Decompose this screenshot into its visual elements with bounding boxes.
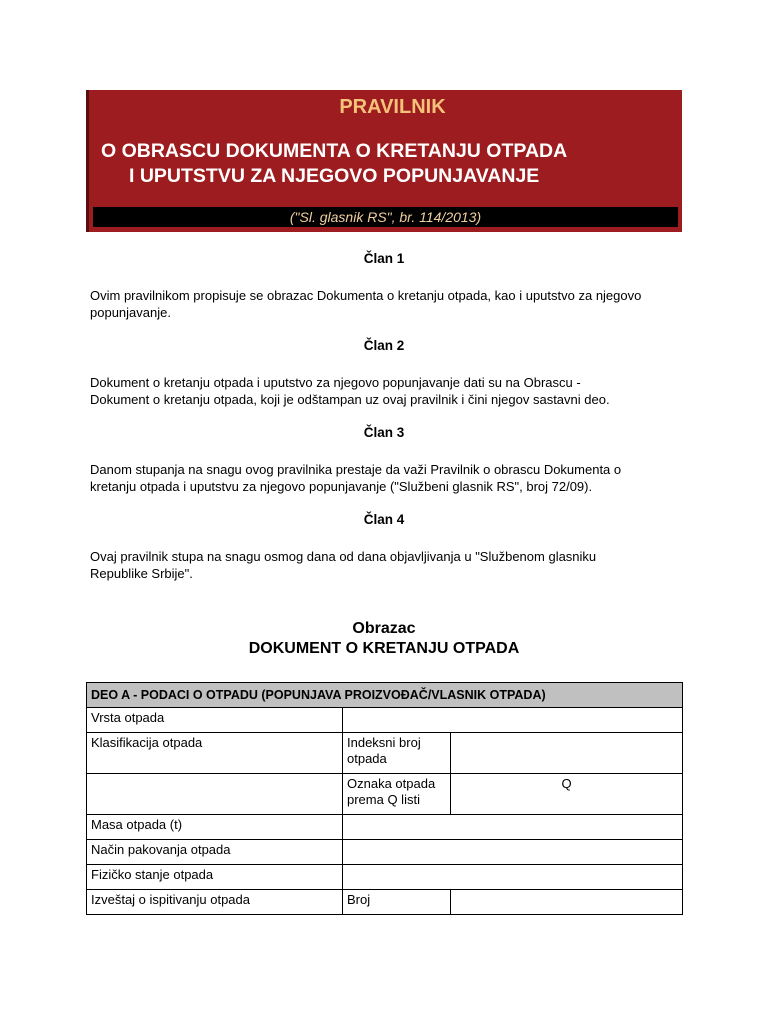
- article-3-text: Danom stupanja na snagu ovog pravilnika prestaje da važi Pravilnik o obrascu Dokumenta o kretanju otpada i uputstvu za njegovo popunjavanje ("Službeni glasnik RS", broj 72/09).: [90, 462, 622, 494]
- header-banner: [86, 90, 682, 232]
- test-report-label: Izveštaj o ispitivanju otpada: [87, 890, 343, 915]
- form-title: DOKUMENT O KRETANJU OTPADA: [248, 640, 520, 657]
- q-list-field[interactable]: Q: [451, 774, 683, 815]
- article-4-text: Ovaj pravilnik stupa na snagu osmog dana od dana objavljivanja u "Službenom glasniku Republike Srbije".: [90, 549, 597, 581]
- table-row: [87, 815, 683, 840]
- document-type-title: PRAVILNIK: [339, 96, 446, 118]
- index-number-label: Indeksni broj otpada: [343, 733, 451, 774]
- article-1-text: Ovim pravilnikom propisuje se obrazac Dokumenta o kretanju otpada, kao i uputstvo za njegovo popunjavanje.: [90, 288, 642, 320]
- report-number-label: Broj: [343, 890, 451, 915]
- packaging-method-label: Način pakovanja otpada: [87, 840, 343, 865]
- article-4-title: Član 4: [363, 512, 405, 527]
- waste-mass-field[interactable]: [343, 815, 683, 840]
- section-a-header: [87, 683, 683, 708]
- waste-classification-label: Klasifikacija otpada: [87, 733, 343, 774]
- article-1-title: Član 1: [363, 251, 405, 266]
- physical-state-field[interactable]: [343, 865, 683, 890]
- article-2-title: Član 2: [363, 338, 405, 353]
- empty-cell: [87, 774, 343, 815]
- gazette-reference: ("Sl. glasnik RS", br. 114/2013): [93, 207, 678, 227]
- table-row: [87, 774, 683, 815]
- table-row: [87, 865, 683, 890]
- section-a-title: DEO A - PODACI O OTPADU (POPUNJAVA PROIZVOĐAČ/VLASNIK OTPADA): [87, 683, 683, 708]
- form-label: Obrazac: [352, 620, 416, 637]
- article-3-title: Član 3: [363, 425, 405, 440]
- document-subtitle-line2: I UPUTSTVU ZA NJEGOVO POPUNJAVANJE: [129, 165, 540, 187]
- waste-type-label: Vrsta otpada: [87, 708, 343, 733]
- table-row: [87, 733, 683, 774]
- table-row: [87, 708, 683, 733]
- table-row: [87, 840, 683, 865]
- report-number-field[interactable]: [451, 890, 683, 915]
- waste-mass-label: Masa otpada (t): [87, 815, 343, 840]
- physical-state-label: Fizičko stanje otpada: [87, 865, 343, 890]
- packaging-method-field[interactable]: [343, 840, 683, 865]
- article-2-text: Dokument o kretanju otpada i uputstvo za njegovo popunjavanje dati su na Obrascu - Dokument o kretanju otpada, koji je odštampan uz ovaj pravilnik i čini njegov sastavni deo.: [90, 375, 610, 407]
- waste-form-table: [86, 682, 683, 915]
- table-row: [87, 890, 683, 915]
- q-list-label: Oznaka otpada prema Q listi: [343, 774, 451, 815]
- waste-type-field[interactable]: [343, 708, 683, 733]
- document-subtitle-line1: O OBRASCU DOKUMENTA O KRETANJU OTPADA: [101, 140, 568, 162]
- index-number-field[interactable]: [451, 733, 683, 774]
